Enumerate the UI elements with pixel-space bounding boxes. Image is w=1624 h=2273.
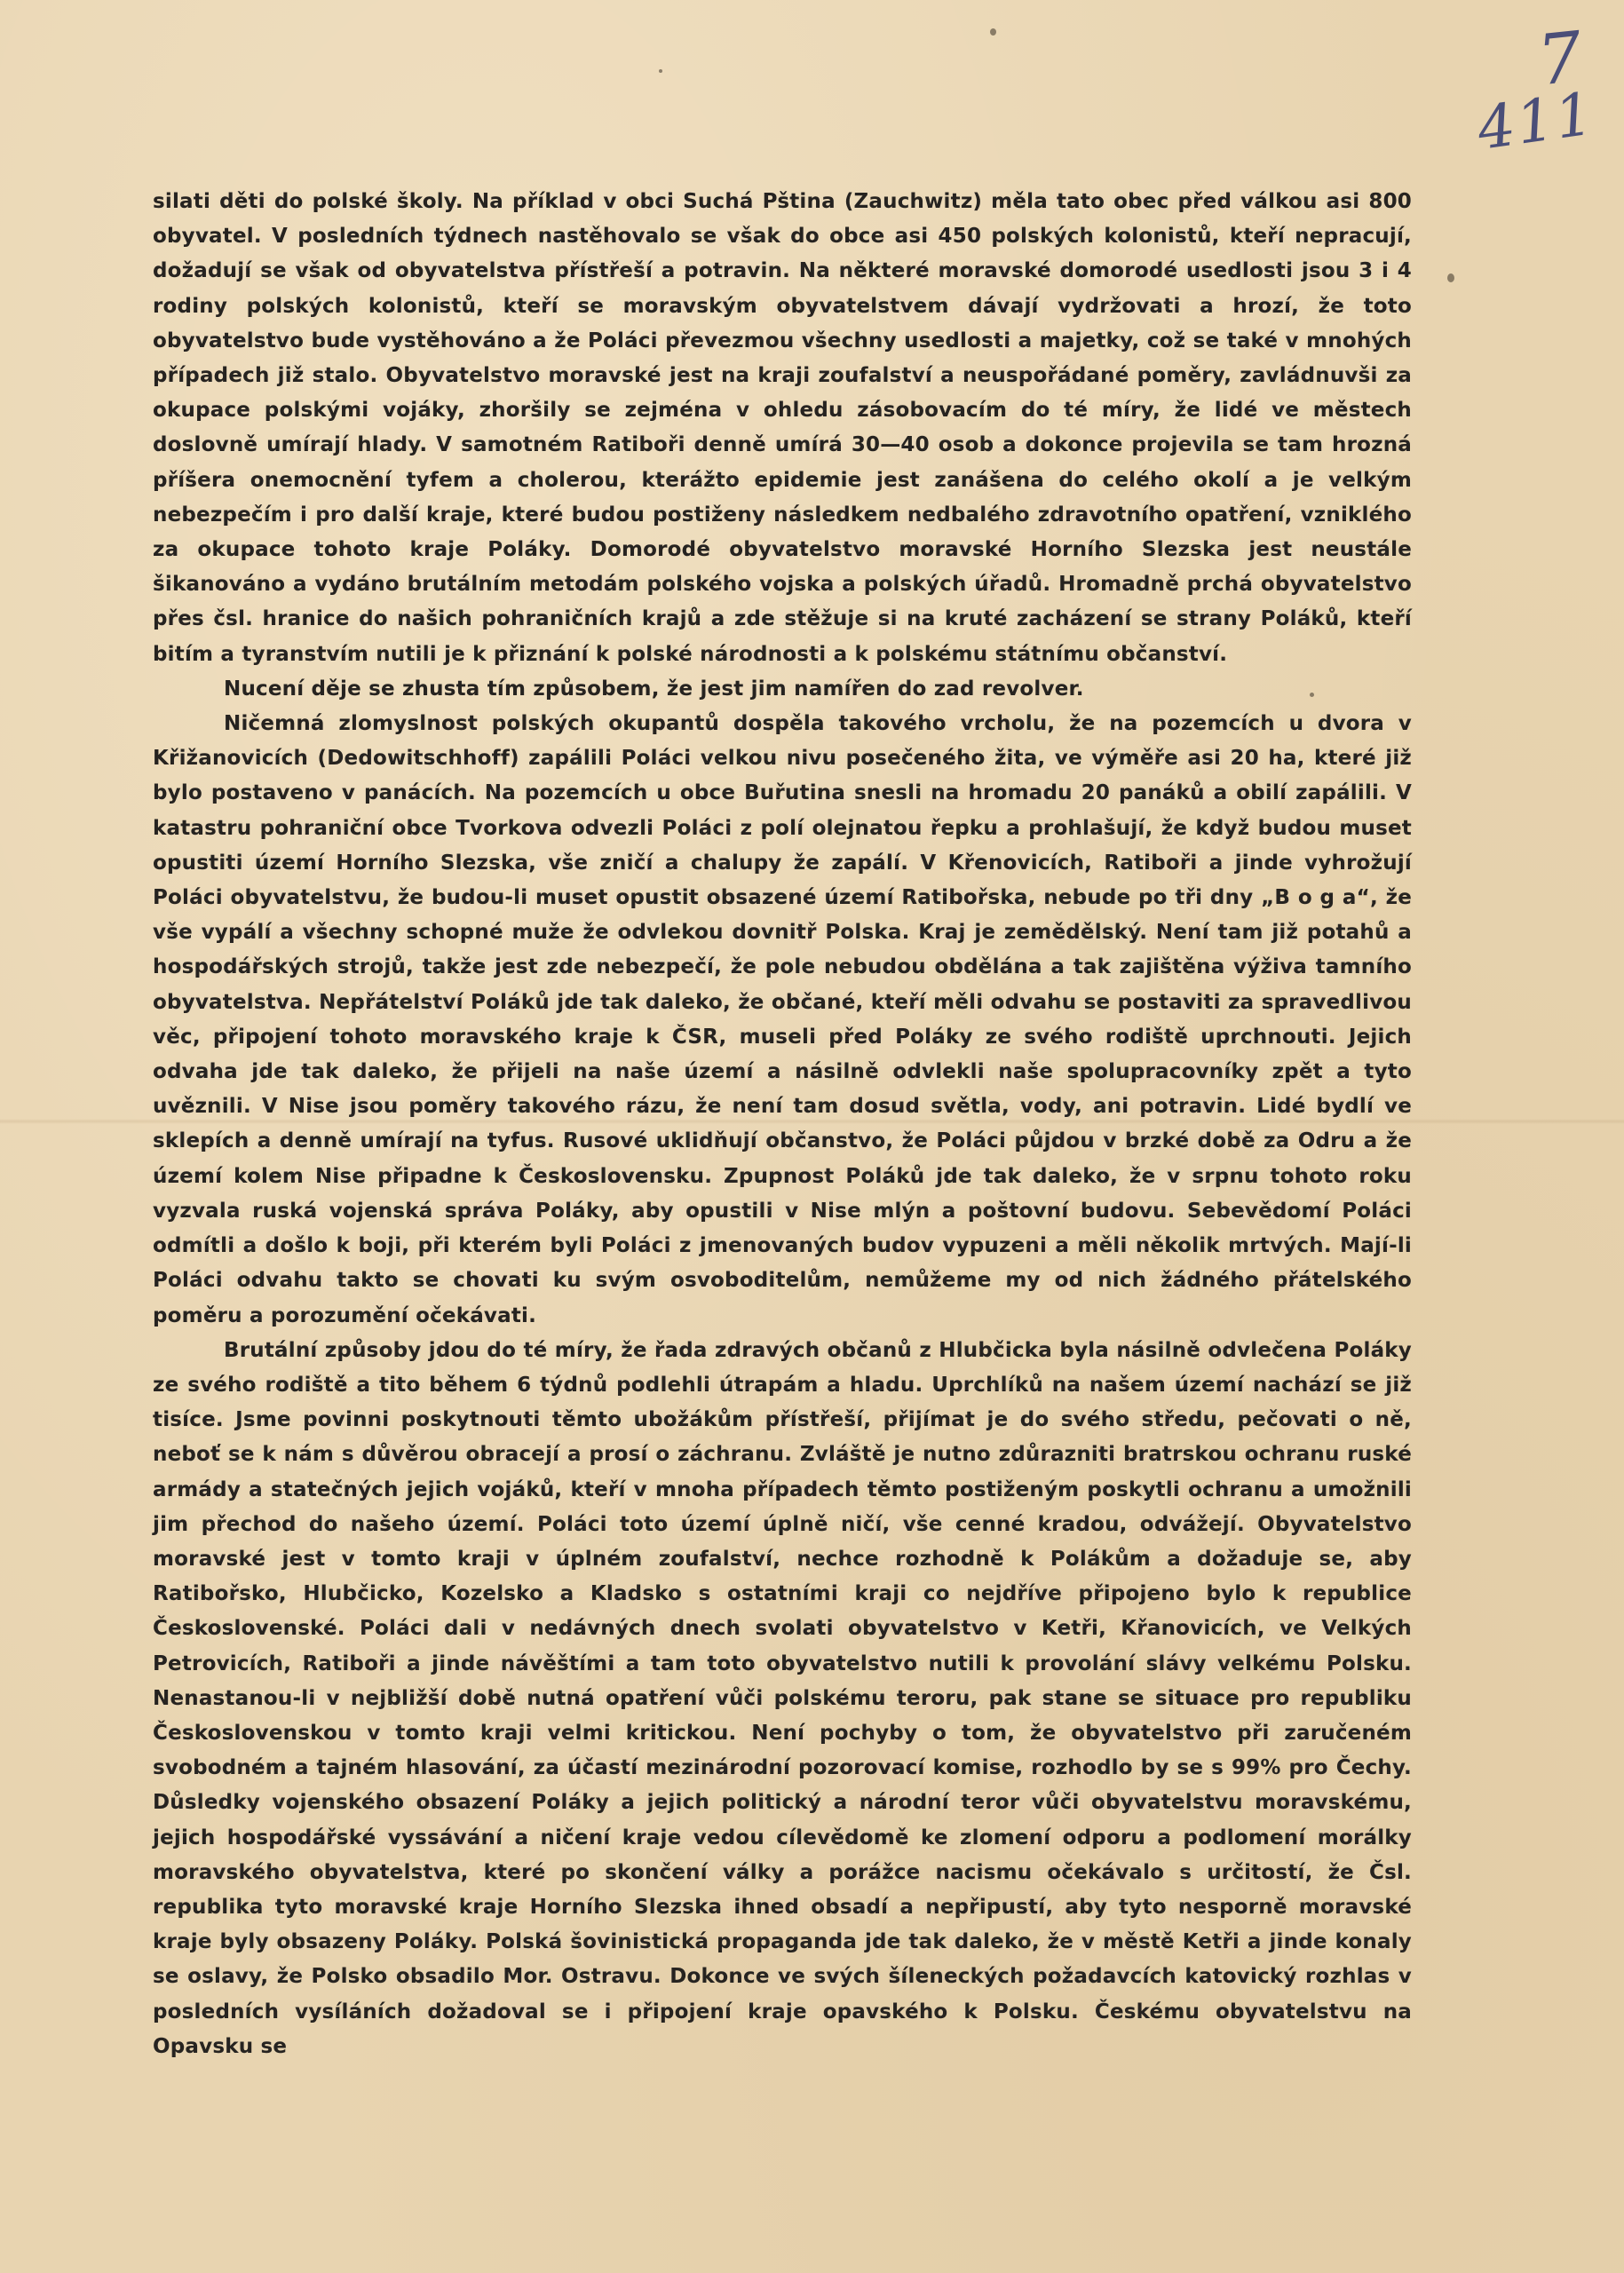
archive-number-bottom: 411 — [1473, 79, 1599, 163]
archive-number-top: 7 — [1533, 17, 1587, 102]
paragraph: Ničemná zlomyslnost polských okupantů dospěla takového vrcholu, že na pozemcích u dvora v Křižanovicích (Dedowitschhoff) zapálili Poláci velkou nivu posečeného žita, ve výměře asi 20 ha, které již bylo postaveno v panácích. Na pozemcích u obce Buřutina snesli na hromadu 20 panáků a obilí zapálili. V katastru pohraniční obce Tvorkova odvezli Poláci z polí olejnatou řepku a prohlašují, že když budou muset opustiti území Horního Slezska, vše zničí a chalupy že zapálí. V Křenovicích, Ratiboři a jinde vyhrožují Poláci obyvatelstvu, že budou-li muset opustit obsazené území Ratibořska, nebude po tři dny „B o g a“, že vše vypálí a všechny schopné muže že odvlekou dovnitř Polska. Kraj je zemědělský. Není tam již potahů a hospodářských strojů, takže jest zde nebezpečí, že pole nebudou obdělána a tak zajištěna výživa tamního obyvatelstva. Nepřátelství Poláků jde tak daleko, že občané, kteří měli odvahu se postaviti za spravedlivou věc, připojení tohoto moravského kraje k ČSR, museli před Poláky ze svého rodiště uprchnouti. Jejich odvaha jde tak daleko, že přijeli na naše území a násilně odvlekli naše spolupracovníky zpět a tyto uvěznili. V Nise jsou poměry takového rázu, že není tam dosud světla, vody, ani potravin. Lidé bydlí ve sklepích a denně umírají na tyfus. Rusové uklidňují občanstvo, že Poláci půjdou v brzké době za Odru a že území kolem Nise připadne k Československu. Zpupnost Poláků jde tak daleko, že v srpnu tohoto roku vyzvala ruská vojenská správa Poláky, aby opustili v Nise mlýn a poštovní budovu. Sebevědomí Poláci odmítli a došlo k boji, při kterém byli Poláci z jmenovaných budov vypuzeni a měli několik mrtvých. Mají-li Poláci odvahu takto se chovati ku svým osvoboditelům, nemůžeme my od nich žádného přátelského poměru a porozumění očekávati. — [153, 712, 1412, 1327]
paper-speck — [990, 28, 996, 36]
paragraph: Nucení děje se zhusta tím způsobem, že jest jim namířen do zad revolver. — [224, 677, 1084, 701]
paper-speck — [659, 69, 662, 73]
paragraph: silati děti do polské školy. Na příklad v obci Suchá Pština (Zauchwitz) měla tato obec před válkou asi 800 obyvatel. V posledních týdnech nastěhovalo se však do obce asi 450 polských kolonistů, kteří nepracují, dožadují se však od obyvatelstva přístřeší a potravin. Na některé moravské domorodé usedlosti jsou 3 i 4 rodiny polských kolonistů, kteří se moravským obyvatelstvem dávají vydržovati a hrozí, že toto obyvatelstvo bude vystěhováno a že Poláci převezmou všechny usedlosti a majetky, což se také v mnohých případech již stalo. Obyvatelstvo moravské jest na kraji zoufalství a neuspořádané poměry, zavládnuvši za okupace polskými vojáky, zhoršily se zejména v ohledu zásobovacím do té míry, že lidé ve městech doslovně umírají hlady. V samotném Ratiboři denně umírá 30—40 osob a dokonce projevila se tam hrozná příšera onemocnění tyfem a cholerou, kterážto epidemie jest zanášena do celého okolí a je velkým nebezpečím i pro další kraje, které budou postiženy následkem nedbalého zdravotního opatření, vzniklého za okupace tohoto kraje Poláky. Domorodé obyvatelstvo moravské Horního Slezska jest neustále šikanováno a vydáno brutálním metodám polského vojska a polských úřadů. Hromadně prchá obyvatelstvo přes čsl. hranice do našich pohraničních krajů a zde stěžuje si na kruté zacházení se strany Poláků, kteří bitím a tyranstvím nutili je k přiznání k polské národnosti a k polskému státnímu občanství. — [153, 190, 1412, 666]
document-body — [153, 185, 1412, 2064]
archive-page-number — [1447, 17, 1599, 163]
paper-speck — [1447, 273, 1454, 282]
paragraph: Brutální způsoby jdou do té míry, že řada zdravých občanů z Hlubčicka byla násilně odvlečena Poláky ze svého rodiště a tito během 6 týdnů podlehli útrapám a hladu. Uprchlíků na našem území nachází se již tisíce. Jsme povinni poskytnouti těmto ubožákům přístřeší, přijímat je do svého středu, pečovati o ně, neboť se k nám s důvěrou obracejí a prosí o záchranu. Zvláště je nutno zdůrazniti bratrskou ochranu ruské armády a statečných jejich vojáků, kteří v mnoha případech těmto postiženým poskytli ochranu a umožnili jim přechod do našeho území. Poláci toto území úplně ničí, vše cenné kradou, odvážejí. Obyvatelstvo moravské jest v tomto kraji v úplném zoufalství, nechce rozhodně k Polákům a dožaduje se, aby Ratibořsko, Hlubčicko, Kozelsko a Kladsko s ostatními kraji co nejdříve připojeno bylo k republice Československé. Poláci dali v nedávných dnech svolati obyvatelstvo v Ketři, Křanovicích, ve Velkých Petrovicích, Ratiboři a jinde návěštími a tam toto obyvatelstvo nutili k provolání slávy velkému Polsku. Nenastanou-li v nejbližší době nutná opatření vůči polskému teroru, pak stane se situace pro republiku Československou v tomto kraji velmi kritickou. Není pochyby o tom, že obyvatelstvo při zaručeném svobodném a tajném hlasování, za účastí mezinárodní pozorovací komise, rozhodlo by se s 99% pro Čechy. Důsledky vojenského obsazení Poláky a jejich politický a národní teror vůči obyvatelstvu moravskému, jejich hospodářské vyssávání a ničení kraje vedou cílevědomě ke zlomení odporu a podlomení morálky moravského obyvatelstva, které po skončení války a porážce nacismu očekávalo s určitostí, že Čsl. republika tyto moravské kraje Horního Slezska ihned obsadí a nepřipustí, aby tyto nesporně moravské kraje byly obsazeny Poláky. Polská šovinistická propaganda jde tak daleko, že v městě Ketři a jinde konaly se oslavy, že Polsko obsadilo Mor. Ostravu. Dokonce ve svých šíleneckých požadavcích katovický rozhlas v posledních vysíláních dožadoval se i připojení kraje opavského k Polsku. Českému obyvatelstvu na Opavsku se — [153, 1338, 1412, 2058]
